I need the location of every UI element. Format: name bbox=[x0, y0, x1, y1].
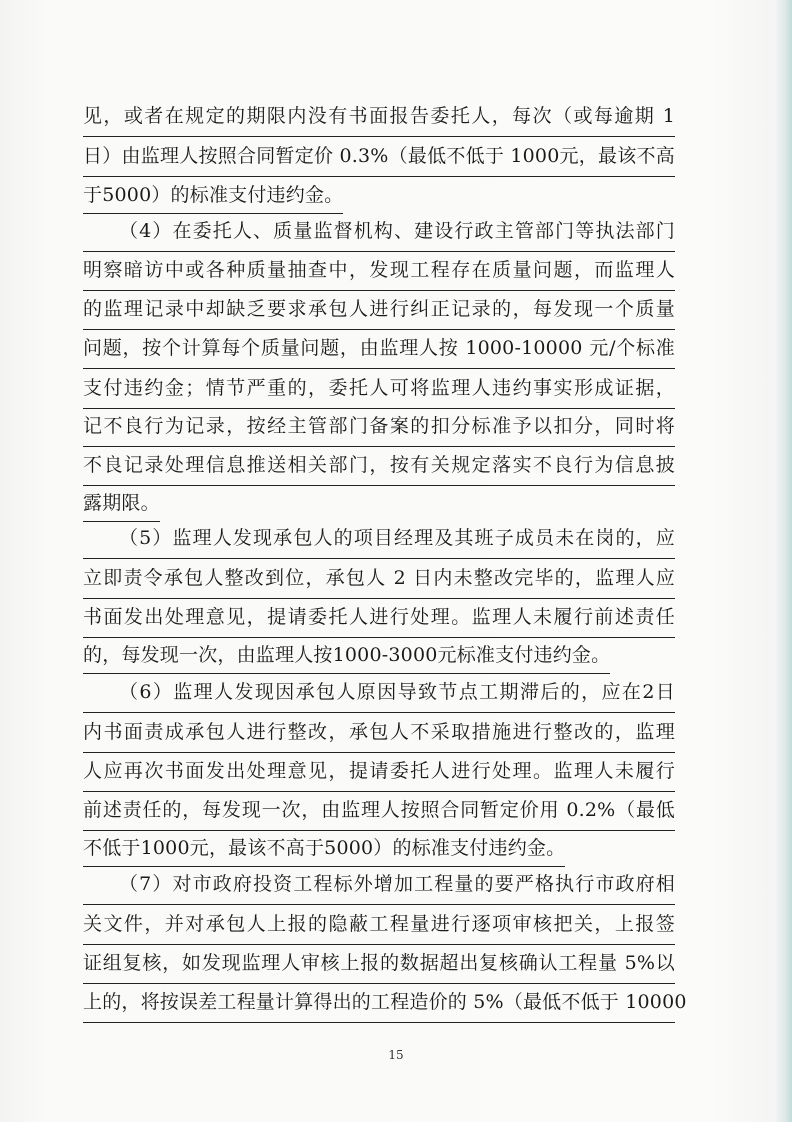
paragraph-6-line-4: 前述责任的，每发现一次，由监理人按照合同暂定价用 0.2%（最低 bbox=[83, 798, 675, 831]
page-edge-shadow bbox=[776, 0, 792, 1122]
paragraph-5-line-1: （5）监理人发现承包人的项目经理及其班子成员未在岗的，应 bbox=[83, 526, 675, 559]
paragraph-5-line-3: 书面发出处理意见，提请委托人进行处理。监理人未履行前述责任 bbox=[83, 605, 675, 638]
paragraph-6-line-5 bbox=[83, 836, 675, 868]
paragraph-4-line-8-content: 露期限。 bbox=[83, 492, 160, 522]
paragraph-6-line-3: 人应再次书面发出处理意见，提请委托人进行处理。监理人未履行 bbox=[83, 759, 675, 792]
text-line-3-content: 于5000）的标准支付违约金。 bbox=[83, 184, 343, 214]
paragraph-7-line-2: 关文件，并对承包人上报的隐蔽工程量进行逐项审核把关，上报签 bbox=[83, 912, 675, 945]
paragraph-4-line-7: 不良记录处理信息推送相关部门，按有关规定落实不良行为信息披 bbox=[83, 453, 675, 486]
text-line-1: 见，或者在规定的期限内没有书面报告委托人，每次（或每逾期 1 bbox=[83, 104, 675, 137]
paragraph-4-line-3: 的监理记录中却缺乏要求承包人进行纠正记录的，每发现一个质量 bbox=[83, 297, 675, 330]
paragraph-4-line-2: 明察暗访中或各种质量抽查中，发现工程存在质量问题，而监理人 bbox=[83, 258, 675, 291]
paragraph-7-line-4: 上的，将按误差工程量计算得出的工程造价的 5%（最低不低于 10000 bbox=[83, 990, 675, 1023]
paragraph-6-line-2: 内书面责成承包人进行整改，承包人不采取措施进行整改的，监理 bbox=[83, 720, 675, 753]
paragraph-4-line-4: 问题，按个计算每个质量问题，由监理人按 1000-10000 元/个标准 bbox=[83, 336, 675, 369]
paragraph-4-line-1: （4）在委托人、质量监督机构、建设行政主管部门等执法部门 bbox=[83, 219, 675, 252]
paragraph-4-line-8 bbox=[83, 491, 675, 523]
paragraph-5-line-4 bbox=[83, 643, 675, 675]
text-line-2: 日）由监理人按照合同暂定价 0.3%（最低不低于 1000元，最该不高 bbox=[83, 144, 675, 177]
paragraph-5-line-4-content: 的，每发现一次，由监理人按1000-3000元标准支付违约金。 bbox=[83, 644, 610, 674]
paragraph-5-line-2: 立即责令承包人整改到位，承包人 2 日内未整改完毕的，监理人应 bbox=[83, 566, 675, 599]
paragraph-6-line-5-content: 不低于1000元，最该不高于5000）的标准支付违约金。 bbox=[83, 837, 565, 867]
paragraph-4-line-5: 支付违约金；情节严重的，委托人可将监理人违约事实形成证据， bbox=[83, 376, 675, 409]
page-number: 15 bbox=[388, 1048, 404, 1062]
paragraph-6-line-1: （6）监理人发现因承包人原因导致节点工期滞后的，应在2日 bbox=[83, 680, 675, 713]
text-line-3 bbox=[83, 183, 675, 215]
paragraph-7-line-3: 证组复核，如发现监理人审核上报的数据超出复核确认工程量 5%以 bbox=[83, 951, 675, 984]
paragraph-4-line-6: 记不良行为记录，按经主管部门备案的扣分标准予以扣分，同时将 bbox=[83, 414, 675, 447]
paragraph-7-line-1: （7）对市政府投资工程标外增加工程量的要严格执行市政府相 bbox=[83, 872, 675, 905]
